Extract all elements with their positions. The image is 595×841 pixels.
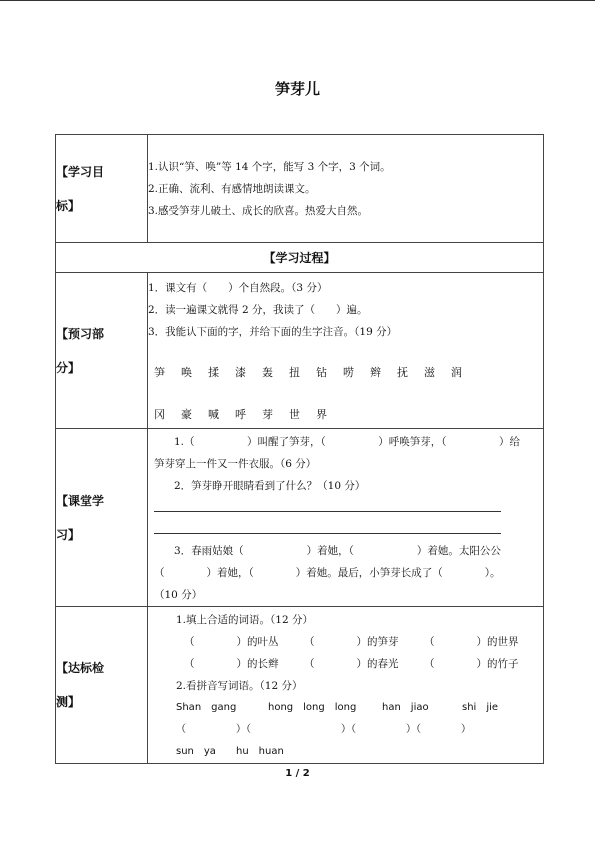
char: 抚 xyxy=(397,366,408,379)
page-title: 笋芽儿 xyxy=(274,80,320,98)
char: 钻 xyxy=(316,366,327,379)
fill-item: （ ）的春光 xyxy=(304,658,399,670)
fill-item: （ ）的笋芽 xyxy=(304,636,399,648)
objective-item: 3.感受笋芽儿破土、成长的欣喜。热爱大自然。 xyxy=(148,204,369,217)
char: 芽 xyxy=(262,408,273,421)
char: 唤 xyxy=(181,366,192,379)
classroom-q2: 2．笋芽睁开眼睛看到了什么？（10 分） xyxy=(174,480,366,492)
check-row xyxy=(56,607,544,764)
char: 轰 xyxy=(262,366,273,379)
worksheet-table xyxy=(55,134,544,764)
pinyin-item: hu huan xyxy=(236,746,284,757)
bracket-item: （ ） xyxy=(176,724,246,735)
answer-line xyxy=(154,533,501,534)
classroom-label-line1: 【课堂学 xyxy=(56,493,105,508)
char: 喊 xyxy=(208,408,219,421)
preview-row xyxy=(56,273,544,429)
process-header-row xyxy=(56,243,544,273)
classroom-q1-line2: 笋芽穿上一件又一件衣服。（6 分） xyxy=(154,458,317,470)
objectives-label xyxy=(56,135,148,243)
classroom-q3-line2: （ ）着她，（ ）着她。最后，小笋芽长成了（ ）。 xyxy=(154,567,501,579)
classroom-label-line2: 习】 xyxy=(56,527,81,542)
pinyin-item: han jiao xyxy=(382,702,429,713)
check-content xyxy=(148,607,544,764)
check-label-line1: 【达标检 xyxy=(56,661,105,675)
check-label xyxy=(56,607,148,764)
preview-label-line1: 【预习部 xyxy=(56,326,105,341)
chars-row-2 xyxy=(148,405,543,425)
char: 冈 xyxy=(154,408,165,421)
chars-row-1 xyxy=(148,363,543,383)
brackets-row xyxy=(176,719,543,741)
objectives-label-line1: 【学习目 xyxy=(56,164,105,179)
objective-item: 1.认识“笋、唤”等 14 个字，能写 3 个字，3 个词。 xyxy=(148,160,391,173)
char: 豪 xyxy=(181,408,192,421)
check-label-line2: 测】 xyxy=(56,695,81,709)
objective-item: 2.正确、流利、有感情地朗读课文。 xyxy=(148,182,316,195)
char: 漆 xyxy=(235,366,246,379)
objectives-label-line2: 标】 xyxy=(56,198,81,213)
fill-item: （ ）的世界 xyxy=(424,636,519,648)
pinyin-item: shi jie xyxy=(462,702,499,713)
check-q2: 2.看拼音写词语。（12 分） xyxy=(176,680,303,692)
preview-item: 2．读一遍课文就得 2 分，我读了（ ）遍。 xyxy=(148,304,368,316)
classroom-label xyxy=(56,429,148,607)
char: 笋 xyxy=(154,366,165,379)
char: 辫 xyxy=(370,366,381,379)
char: 世 xyxy=(289,408,300,421)
char: 界 xyxy=(316,408,327,421)
fill-row-1 xyxy=(176,631,543,653)
fill-row-2 xyxy=(176,653,543,675)
preview-item: 3．我能认下面的字，并给下面的生字注音。（19 分） xyxy=(148,326,398,338)
char: 滋 xyxy=(424,366,435,379)
char: 揉 xyxy=(208,366,219,379)
preview-label xyxy=(56,273,148,429)
char: 润 xyxy=(451,366,462,379)
char: 唠 xyxy=(343,366,354,379)
fill-item: （ ）的竹子 xyxy=(424,658,519,670)
check-q1: 1.填上合适的词语。（12 分） xyxy=(176,614,313,626)
pinyin-item: Shan gang xyxy=(176,702,237,713)
objectives-content xyxy=(148,135,544,243)
preview-content xyxy=(148,273,544,429)
process-header: 【学习过程】 xyxy=(56,243,544,273)
top-border xyxy=(0,0,595,1)
objectives-row xyxy=(56,135,544,243)
char: 扭 xyxy=(289,366,300,379)
answer-line xyxy=(154,511,501,512)
bracket-item: （ ） xyxy=(351,724,416,735)
char: 呼 xyxy=(235,408,246,421)
page-number: 1 / 2 xyxy=(285,768,310,779)
classroom-q3-line3: （10 分） xyxy=(154,589,203,601)
preview-label-line2: 分】 xyxy=(56,360,81,375)
pinyin-item: sun ya xyxy=(176,746,216,757)
pinyin-row-1 xyxy=(176,697,543,719)
classroom-q1-line1: 1.（ ）叫醒了笋芽，（ ）呼唤笋芽，（ ）给 xyxy=(174,436,521,448)
fill-item: （ ）的长辫 xyxy=(184,658,279,670)
pinyin-row-2 xyxy=(176,741,543,763)
pinyin-item: hong long long xyxy=(268,702,357,713)
bracket-item: （ ） xyxy=(416,724,471,735)
classroom-row xyxy=(56,429,544,607)
preview-item: 1．课文有（ ）个自然段。（3 分） xyxy=(148,282,328,294)
classroom-content xyxy=(148,429,544,607)
fill-item: （ ）的叶丛 xyxy=(184,636,279,648)
classroom-q3-line1: 3．春雨姑娘（ ）着她，（ ）着她。太阳公公 xyxy=(174,545,501,557)
bracket-item: （ ） xyxy=(246,724,351,735)
